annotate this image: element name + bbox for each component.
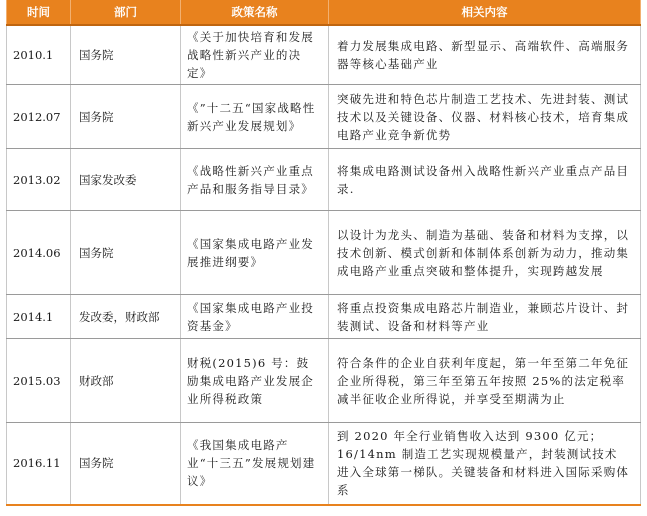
- cell-dept: 发改委，财政部: [71, 295, 181, 339]
- table-row: [7, 423, 641, 505]
- cell-policy: 《国家集成电路产业投资基金》: [181, 295, 329, 339]
- cell-dept: 国家发改委: [71, 149, 181, 211]
- table-row: [7, 85, 641, 149]
- table-row: [7, 295, 641, 339]
- cell-content: 将集成电路测试设备州入战略性新兴产业重点产品目录.: [329, 149, 641, 211]
- table-header: [7, 0, 641, 25]
- cell-policy: 《国家集成电路产业发展推进纲要》: [181, 211, 329, 295]
- cell-policy: 《关于加快培育和发展战略性新兴产业的决定》: [181, 25, 329, 85]
- cell-dept: 国务院: [71, 211, 181, 295]
- cell-time: 2016.11: [7, 423, 71, 505]
- policy-table-sheet: [6, 0, 640, 512]
- header-row: [7, 0, 641, 25]
- cell-dept: 国务院: [71, 85, 181, 149]
- cell-content: 以设计为龙头、制造为基础、装备和材料为支撑，以技术创新、模式创新和体制体系创新为动力，推动集成电路产业重点突破和整体提升，实现跨越发展: [329, 211, 641, 295]
- cell-policy: 《我国集成电路产业“十三五”发展规划建议》: [181, 423, 329, 505]
- cell-content: 着力发展集成电路、新型显示、高端软件、高端服务器等核心基础产业: [329, 25, 641, 85]
- header-policy: 政策名称: [181, 0, 329, 25]
- table-row: [7, 149, 641, 211]
- table-body: [7, 25, 641, 505]
- cell-policy: 《”十二五“国家战略性新兴产业发展规划》: [181, 85, 329, 149]
- cell-content: 符合条件的企业自获利年度起，第一年至第二年免征企业所得税，第三年至第五年按照 25%的法定税率减半征收企业所得说，并享受至期满为止: [329, 339, 641, 423]
- policy-table: [6, 0, 641, 506]
- table-row: [7, 211, 641, 295]
- header-dept: 部门: [71, 0, 181, 25]
- table-row: [7, 25, 641, 85]
- cell-time: 2015.03: [7, 339, 71, 423]
- cell-dept: 国务院: [71, 25, 181, 85]
- cell-policy: 《战略性新兴产业重点产品和服务指导目录》: [181, 149, 329, 211]
- cell-time: 2014.06: [7, 211, 71, 295]
- header-content: 相关内容: [329, 0, 641, 25]
- header-time: 时间: [7, 0, 71, 25]
- cell-time: 2013.02: [7, 149, 71, 211]
- cell-content: 突破先进和特色芯片制造工艺技术、先进封装、测试技术以及关键设备、仪器、材料核心技术，培育集成电路产业竞争新优势: [329, 85, 641, 149]
- cell-time: 2010.1: [7, 25, 71, 85]
- table-row: [7, 339, 641, 423]
- cell-dept: 国务院: [71, 423, 181, 505]
- cell-content: 将重点投资集成电路芯片制造业，兼顾芯片设计、封装测试、设备和材料等产业: [329, 295, 641, 339]
- cell-policy: 财税(2015)6 号：鼓励集成电路产业发展企业所得税政策: [181, 339, 329, 423]
- cell-dept: 财政部: [71, 339, 181, 423]
- cell-time: 2014.1: [7, 295, 71, 339]
- cell-content: 到 2020 年全行业销售收入达到 9300 亿元；16/14nm 制造工艺实现规模量产，封装测试技术进入全球第一梯队。关键装备和材料进入国际采购体系: [329, 423, 641, 505]
- cell-time: 2012.07: [7, 85, 71, 149]
